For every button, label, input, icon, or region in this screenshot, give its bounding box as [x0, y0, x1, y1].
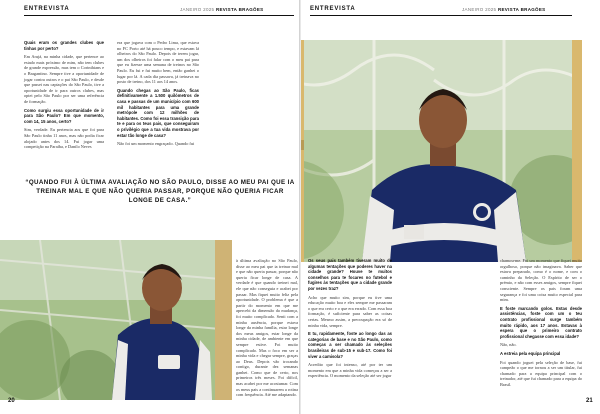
magazine-name: REVISTA BRAGÕES: [497, 7, 546, 12]
section-header-left: [24, 6, 70, 12]
text-column: [117, 40, 199, 150]
interview-answer: à última avaliação no São Paulo, disse ao meu pai que ia treinar mal e que não queria passar, porque não queria ficar longe de casa. A verdade é que quando treinei mal, ele que não conseguia e acabei por passar. Mas fiquei muito feliz pela oportunidade. O problema é que a partir do momento em que me apercebi da dimensão da mudança, foi muito complicado. Senti com a minha ausência, porque estava longe da minha família, estar longe dos meus amigos, estar longe da minha cidade, de ambiente em que sempre estive. Foi muito complicado. Mas o foco em ser a minha vida e chegar sempre, graças ao Deus. Depois vão trocando contigo, durante dez semanas ganhei. Como que de certo, nos primeiros três meses. Foi difícil, mas acabei por me acostumar. Com os meus pais a continuarem a rotina com frequência. Até me adaptando.: [236, 258, 298, 398]
interview-question: E foste marcando golos. Estas desde assistências, foste com um o teu contrato profissional surge também muito rápido, aos 17 anos. Estavas à espera que o primeiro contrato profissional chegasse com essa idade?: [500, 305, 582, 339]
page-number-left: 20: [8, 398, 15, 404]
pull-quote: “QUANDO FUI À ÚLTIMA AVALIAÇÃO NO SÃO PAULO, DISSE AO MEU PAI QUE IA TREINAR MAL E QUE NÃO QUERIA PASSAR, PORQUE NÃO QUERIA FICAR LONGE DE CASA.”: [25, 179, 295, 204]
text-column: [236, 258, 298, 401]
interview-question: A estreia pela equipa principal: [500, 350, 561, 356]
section-label: ENTREVISTA: [24, 6, 70, 12]
interview-answer: Não, não.: [500, 342, 517, 348]
photo-illustration: [300, 40, 582, 262]
interview-answer: Em Arujá, na minha cidade, que pertence ao estado mais próximo de mim, não tem clubes de grande expressão, mas tem o Corinthians e o Bragantino. Sempre tive a oportunidade de jogar contra outros e o pai São Paulo, e desde que passei nas captações do São Paulo, tive a oportunidade de ir para outros clubes, mas optei pelo São Paulo por ser uma referência de formação.: [24, 54, 104, 104]
player-photo-arms-crossed: [300, 40, 582, 262]
binding-spine: [299, 0, 301, 414]
header-rule: [24, 15, 294, 16]
right-page: [300, 0, 600, 414]
interview-answer: chamou-me. Foi um momento que fiquei muito orgulhoso, porque não imaginava. Saber que estava preparado, como é o nome, e com o caminho da Seleção. O Espírito de ser o prémio, e não com esses amigos, sempre fiquei consciente. Sempre os pais foram uma segurança e foi uma coisa muito especial para mim.: [500, 258, 582, 303]
photo-illustration: [0, 240, 232, 400]
text-column: [500, 258, 582, 390]
interview-question: Os seus pais também tiveram muito de algumas tentações que poderes haver na cidade grande? Houve te muitos conselhos para te focares no futebol e fugires às tentações que a cidade grande por vezes traz?: [308, 258, 392, 291]
section-label: ENTREVISTA: [310, 6, 356, 12]
interview-question: E tu, rapidamente, foste ao longo das as categorias de base e no São Paulo, como começas a ser chamado às seleções brasileiras de sub-15 e sub-17. Como foi viver a camisola?: [308, 331, 392, 359]
interview-answer: Sim, verdade. Eu pertencia aos que foi para São Paulo tinha 11 anos, mas não podia ficar alojado antes dos 14. Fui jogar uma competição na Paraíba, e Danilo Neves: [24, 127, 104, 150]
section-header-right: [310, 6, 356, 12]
header-rule: [310, 15, 572, 16]
interview-answer: Foi quando joguei pela seleção de base, fui campeão o que me tornou a ser um titular, fui chamado para a equipa principal com o treinador, até que fui chamado para a equipa do Brasil.: [500, 359, 582, 387]
interview-answer: era que jogava com o Pedro Lima, que estava no FC Porto até há pouco tempo, e estavam lá olheiros do São Paulo. Depois de terem jogar, um dos olheiros foi falar com o meu pai para que eu fizesse uma semana de treinos no São Paulo. Eu fui e fui muito bem, então ganhei o lugar por lá. A cada dia passava, já treinava no posto de treino, dos 11 aos 14 anos.: [117, 40, 199, 85]
player-photo-seated: [0, 240, 232, 400]
interview-question: Quais eram os grandes clubes que tinhas por perto?: [24, 40, 104, 51]
issue-date: JANEIRO 2025: [462, 7, 497, 12]
interview-answer: Acho que muito sim, porque eu tive uma educação muito boa e eles sempre me passaram o que era certo e o que era errado. Com essa boa formação, é suficiente para saber as coisas certas. Mesmo assim, a preocupação era só de minha vida, sempre.: [308, 294, 392, 328]
interview-answer: Acredito que foi intenso, até por ter um momento em que a minha vida começou a ser a experiência. O momento da seleção até ser jogar: [308, 362, 392, 379]
page-number-right: 21: [586, 398, 593, 404]
text-column: [24, 40, 104, 153]
interview-answer: Não foi um momento engraçado. Quando fui: [117, 141, 195, 147]
interview-question: Como surgiu essa oportunidade de ir para São Paulo? Em que momento, com 14, 15 anos, certo?: [24, 107, 104, 124]
magazine-name: REVISTA BRAGÕES: [215, 7, 264, 12]
text-column: [308, 258, 392, 382]
interview-question: Quando chegas ao São Paulo, ficas definitivamente a 1.500 quilómetros de casa e passas de um município com 600 mil habitantes para uma grande metrópole com 12 milhões de habitantes. Como foi essa transição para te e para os teus pais, que conseguiram o privilégio que a tua vida mostrava por estar tão longe de casa?: [117, 87, 199, 138]
issue-date: JANEIRO 2025: [180, 7, 215, 12]
